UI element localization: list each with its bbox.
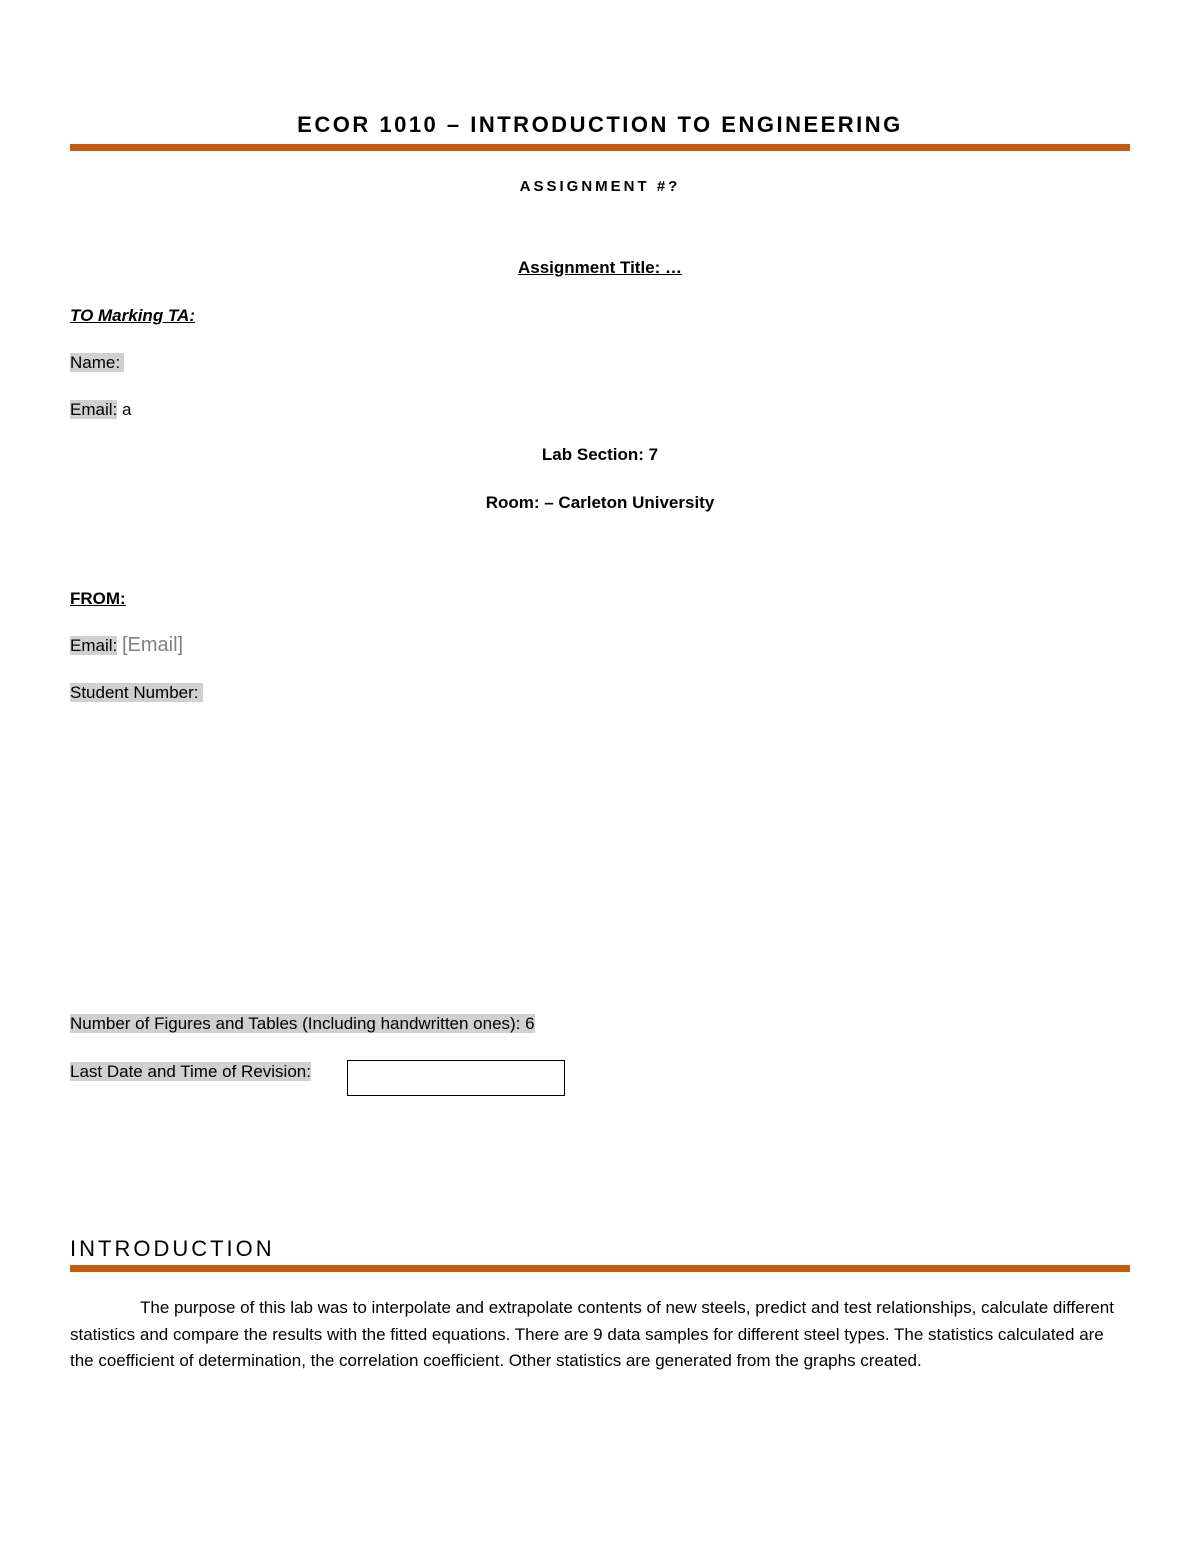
ta-email-value[interactable]: a <box>121 400 132 419</box>
to-label-text: TO Marking TA: <box>70 306 195 325</box>
revision-input-box[interactable] <box>347 1060 565 1096</box>
assignment-title: Assignment Title: … <box>517 258 683 277</box>
ta-name-field[interactable] <box>70 351 124 375</box>
introduction-divider <box>70 1265 1130 1272</box>
ta-name-value[interactable] <box>120 353 124 372</box>
from-email-placeholder[interactable]: [Email] <box>121 634 184 656</box>
from-email-field[interactable] <box>70 633 183 658</box>
introduction-heading: INTRODUCTION <box>70 1236 275 1261</box>
student-number-label: Student Number: <box>70 683 203 702</box>
student-number-field[interactable] <box>70 681 203 705</box>
room: Room: – Carleton University <box>485 493 715 512</box>
title-divider <box>70 144 1130 151</box>
to-marking-ta-label <box>70 304 195 328</box>
introduction-paragraph: The purpose of this lab was to interpolate and extrapolate contents of new steels, predict and test relationships, calculate different statistics and compare the results with the fitted equations. There are 9 data samples for different steel types. The statistics calculated are the coefficient of determination, the correlation coefficient. Other statistics are generated from the graphs created. <box>70 1298 1114 1370</box>
ta-email-label: Email: <box>70 400 118 419</box>
ta-name-label: Name: <box>70 353 121 372</box>
lab-section: Lab Section: 7 <box>541 445 659 464</box>
ta-email-field[interactable] <box>70 398 131 422</box>
figures-tables-count <box>70 1012 535 1036</box>
from-label <box>70 587 126 611</box>
course-title: ECOR 1010 – INTRODUCTION TO ENGINEERING <box>297 112 903 137</box>
from-email-label: Email: <box>70 636 118 655</box>
assignment-number: ASSIGNMENT #? <box>519 178 681 195</box>
from-label-text: FROM: <box>70 589 126 608</box>
figures-tables-text: Number of Figures and Tables (Including handwritten ones): 6 <box>70 1014 535 1033</box>
revision-label: Last Date and Time of Revision: <box>70 1062 311 1081</box>
revision-field <box>70 1060 311 1084</box>
